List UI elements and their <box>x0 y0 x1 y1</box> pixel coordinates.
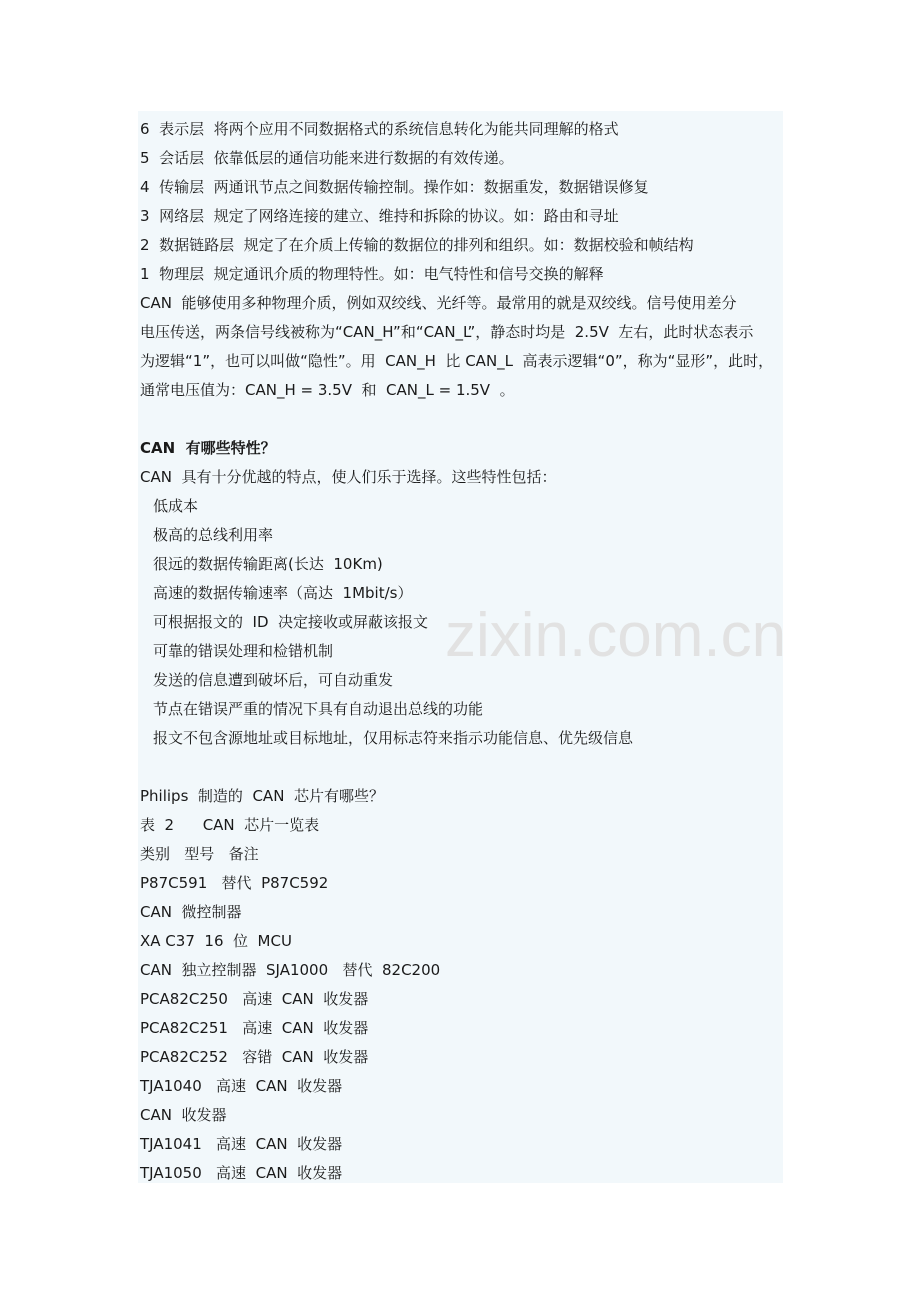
osi-layer-1: 1 物理层 规定通讯介质的物理特性。如：电气特性和信号交换的解释 <box>140 265 604 283</box>
chips-table-row: CAN 收发器 <box>140 1106 227 1124</box>
chips-table-caption: 表 2 CAN 芯片一览表 <box>140 816 320 834</box>
osi-layer-3: 3 网络层 规定了网络连接的建立、维持和拆除的协议。如：路由和寻址 <box>140 207 619 225</box>
feature-item: 低成本 <box>153 497 199 515</box>
feature-item: 很远的数据传输距离(长达 10Km) <box>153 555 383 573</box>
features-heading: CAN 有哪些特性？ <box>140 439 276 457</box>
osi-layer-2: 2 数据链路层 规定了在介质上传输的数据位的排列和组织。如：数据校验和帧结构 <box>140 236 694 254</box>
chips-table-header: 类别 型号 备注 <box>140 845 259 863</box>
physical-paragraph-line: 通常电压值为：CAN_H = 3.5V 和 CAN_L = 1.5V 。 <box>140 381 515 399</box>
chips-table-row: CAN 独立控制器 SJA1000 替代 82C200 <box>140 961 441 979</box>
feature-item: 报文不包含源地址或目标地址，仅用标志符来指示功能信息、优先级信息 <box>153 729 634 747</box>
feature-item: 可根据报文的 ID 决定接收或屏蔽该报文 <box>153 613 429 631</box>
feature-item: 极高的总线利用率 <box>153 526 274 544</box>
feature-item: 可靠的错误处理和检错机制 <box>153 642 334 660</box>
chips-table-row: CAN 微控制器 <box>140 903 242 921</box>
physical-paragraph-line: 为逻辑“1”，也可以叫做“隐性”。用 CAN_H 比 CAN_L 高表示逻辑“0”，称为“显形”，此时， <box>140 352 774 370</box>
feature-item: 发送的信息遭到破坏后，可自动重发 <box>153 671 394 689</box>
chips-table-row: PCA82C251 高速 CAN 收发器 <box>140 1019 369 1037</box>
watermark: zixin.com.cn <box>445 601 787 670</box>
osi-layer-6: 6 表示层 将两个应用不同数据格式的系统信息转化为能共同理解的格式 <box>140 120 619 138</box>
physical-paragraph-line: CAN 能够使用多种物理介质，例如双绞线、光纤等。最常用的就是双绞线。信号使用差分 <box>140 294 737 312</box>
chips-table-row: XA C37 16 位 MCU <box>140 932 292 950</box>
osi-layer-5: 5 会话层 依靠低层的通信功能来进行数据的有效传递。 <box>140 149 514 167</box>
chips-table-row: P87C591 替代 P87C592 <box>140 874 329 892</box>
feature-item: 高速的数据传输速率（高达 1Mbit/s） <box>153 584 413 602</box>
chips-table-row: TJA1040 高速 CAN 收发器 <box>140 1077 343 1095</box>
chips-heading: Philips 制造的 CAN 芯片有哪些？ <box>140 787 384 805</box>
chips-table-row: PCA82C250 高速 CAN 收发器 <box>140 990 369 1008</box>
osi-layer-4: 4 传输层 两通讯节点之间数据传输控制。操作如：数据重发，数据错误修复 <box>140 178 649 196</box>
chips-table-row: TJA1041 高速 CAN 收发器 <box>140 1135 343 1153</box>
feature-item: 节点在错误严重的情况下具有自动退出总线的功能 <box>153 700 484 718</box>
features-intro: CAN 具有十分优越的特点，使人们乐于选择。这些特性包括： <box>140 468 557 486</box>
chips-table-row: PCA82C252 容错 CAN 收发器 <box>140 1048 369 1066</box>
physical-paragraph-line: 电压传送，两条信号线被称为“CAN_H”和“CAN_L”，静态时均是 2.5V 左右，此时状态表示 <box>140 323 754 341</box>
chips-table-row: TJA1050 高速 CAN 收发器 <box>140 1164 343 1182</box>
